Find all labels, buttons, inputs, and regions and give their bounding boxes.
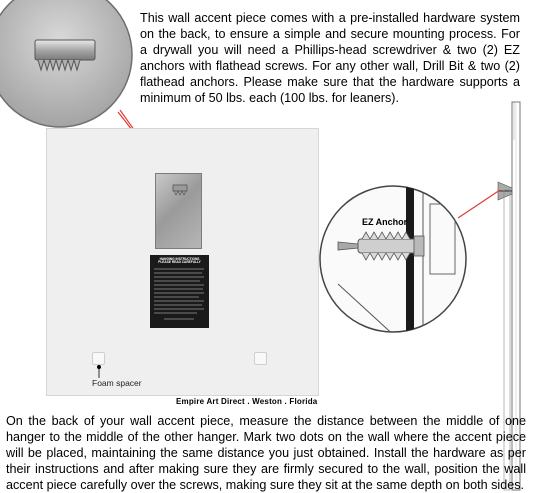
- company-footer-label: Empire Art Direct . Weston . Florida: [176, 397, 318, 406]
- ez-anchor-closeup-illustration: [318, 164, 468, 354]
- label-subtitle: PLEASE READ CAREFULLY: [158, 260, 201, 265]
- instructions-paragraph: On the back of your wall accent piece, measure the distance between the middle of one hanger to the middle of the other hanger. Mark two dots on the wall where the accent piece will be placed, maintaining the same distance you just obtained. Install the hardware as per their instructions and after making sure they are firmly secured to the wall, position the wall accent piece carefully over the screws, making sure they sit at the same depth on both sides.: [6, 414, 526, 492]
- intro-paragraph: This wall accent piece comes with a pre-installed hardware system on the back, to ensure a simple and secure mounting process. For a drywall you will need a Phillips-head screwdriver & two (2) EZ anchors with flathead screws. For any other wall, Drill Bit & two (2) flathead anchors. Please make sure that the hardware supports a minimum of 50 lbs. each (100 lbs. for leaners).: [140, 11, 520, 105]
- foam-spacer-right: [254, 352, 267, 365]
- ez-anchor-label: EZ Anchor: [362, 217, 408, 227]
- hanger-plate: [155, 173, 202, 249]
- foam-spacer-pointer: [94, 362, 104, 378]
- label-fine-print: [152, 265, 207, 323]
- hanging-instructions-label: [150, 255, 209, 328]
- foam-spacer-label: Foam spacer: [92, 378, 142, 388]
- hanger-closeup-illustration: [0, 0, 140, 128]
- hanger-hook-icon: [156, 174, 203, 250]
- label-title: HANGING INSTRUCTIONS: [159, 257, 200, 261]
